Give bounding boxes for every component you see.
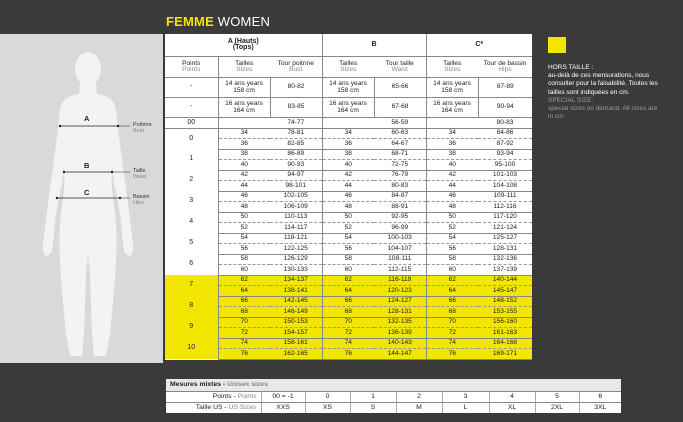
table-cell: 148-152 bbox=[478, 296, 532, 307]
size-table-body bbox=[165, 78, 532, 360]
table-cell: 4 bbox=[165, 212, 218, 233]
table-cell: 5 bbox=[165, 233, 218, 254]
table-cell: 52 bbox=[322, 223, 374, 234]
table-cell: 40 bbox=[322, 160, 374, 171]
table-cell: 58 bbox=[218, 254, 270, 265]
table-cell: 36 bbox=[218, 139, 270, 150]
unisex-point-cell: 0 bbox=[305, 392, 350, 403]
table-cell: 6 bbox=[165, 254, 218, 275]
unisex-title: Mesures mixtes - Unisex sizes bbox=[166, 379, 621, 392]
unisex-point-cell: 00 = -1 bbox=[261, 392, 305, 403]
table-row bbox=[165, 223, 532, 234]
table-cell: 128-131 bbox=[478, 244, 532, 255]
unisex-points-row: Points - Points 00 = -1 0 1 2 3 4 5 6 bbox=[166, 392, 621, 403]
table-cell: 64 bbox=[218, 286, 270, 297]
unisex-size-cell: XS bbox=[305, 403, 350, 414]
table-row bbox=[165, 139, 532, 150]
table-cell: 68 bbox=[426, 307, 478, 318]
title-en: WOMEN bbox=[217, 14, 271, 29]
table-cell: 40 bbox=[426, 160, 478, 171]
table-cell: 44 bbox=[322, 181, 374, 192]
table-cell: 58 bbox=[322, 254, 374, 265]
table-cell bbox=[426, 118, 478, 129]
table-cell: 50 bbox=[322, 212, 374, 223]
unisex-point-cell: 3 bbox=[442, 392, 489, 403]
table-cell: 1 bbox=[165, 149, 218, 170]
table-cell: 80-83 bbox=[374, 181, 426, 192]
unisex-size-cell: XXS bbox=[261, 403, 305, 414]
table-cell: 34 bbox=[322, 128, 374, 139]
table-cell bbox=[218, 118, 270, 129]
unisex-sizes-row: Taille US - US Sizes XXS XS S M L XL 2XL 3XL bbox=[166, 403, 621, 414]
hips-side-label: Bassin Hips bbox=[133, 194, 150, 206]
waist-side-label: Taille Waist bbox=[133, 168, 147, 180]
table-cell: 80-82 bbox=[270, 78, 322, 98]
table-cell: 117-120 bbox=[478, 212, 532, 223]
table-row bbox=[165, 98, 532, 118]
table-cell: 124-127 bbox=[374, 296, 426, 307]
table-cell: 120-123 bbox=[374, 286, 426, 297]
table-cell: 36 bbox=[322, 139, 374, 150]
table-cell: 56 bbox=[426, 244, 478, 255]
table-cell: 150-153 bbox=[270, 317, 322, 328]
table-cell: 76-79 bbox=[374, 170, 426, 181]
subheader-cell: Tour taille Waist bbox=[374, 57, 426, 78]
table-row bbox=[165, 286, 532, 297]
unisex-size-cell: M bbox=[396, 403, 442, 414]
table-cell: 153-155 bbox=[478, 307, 532, 318]
table-row bbox=[165, 118, 532, 129]
table-cell: 48 bbox=[218, 202, 270, 213]
table-cell: 50 bbox=[426, 212, 478, 223]
table-cell: 8 bbox=[165, 296, 218, 317]
table-cell: 34 bbox=[426, 128, 478, 139]
table-cell: 56-59 bbox=[374, 118, 426, 129]
unisex-size-cell: 2XL bbox=[535, 403, 579, 414]
table-cell: 102-105 bbox=[270, 191, 322, 202]
table-cell: 54 bbox=[218, 233, 270, 244]
table-cell: 138-141 bbox=[270, 286, 322, 297]
table-cell: 80-83 bbox=[478, 118, 532, 129]
table-cell: 104-108 bbox=[478, 181, 532, 192]
table-cell: 108-111 bbox=[374, 254, 426, 265]
table-cell: 146-149 bbox=[270, 307, 322, 318]
table-cell: 125-127 bbox=[478, 233, 532, 244]
unisex-size-cell: 3XL bbox=[594, 404, 607, 411]
table-cell: 100-103 bbox=[374, 233, 426, 244]
table-cell: 16 ans years 164 cm bbox=[322, 98, 374, 118]
table-cell: 64 bbox=[426, 286, 478, 297]
table-cell: 60 bbox=[426, 265, 478, 276]
table-cell: 140-144 bbox=[478, 275, 532, 286]
table-row bbox=[165, 181, 532, 192]
table-cell: 158-161 bbox=[270, 338, 322, 349]
table-row bbox=[165, 254, 532, 265]
table-cell bbox=[322, 118, 374, 129]
mark-a: A bbox=[84, 114, 90, 123]
table-cell: 112-115 bbox=[374, 265, 426, 276]
table-cell: 87-92 bbox=[478, 139, 532, 150]
table-row bbox=[165, 307, 532, 318]
table-row bbox=[165, 349, 532, 360]
table-row bbox=[165, 296, 532, 307]
table-cell: 72-75 bbox=[374, 160, 426, 171]
table-cell: 70 bbox=[426, 317, 478, 328]
table-cell: 74 bbox=[218, 338, 270, 349]
mark-b: B bbox=[84, 161, 90, 170]
table-cell: 121-124 bbox=[478, 223, 532, 234]
table-row bbox=[165, 317, 532, 328]
table-cell: 94-97 bbox=[270, 170, 322, 181]
page-title bbox=[166, 14, 270, 29]
table-cell: 68 bbox=[218, 307, 270, 318]
highlight-legend-swatch bbox=[548, 37, 566, 53]
table-cell: 16 ans years 164 cm bbox=[218, 98, 270, 118]
table-cell: 67-68 bbox=[374, 98, 426, 118]
table-cell: 38 bbox=[426, 149, 478, 160]
table-cell: 14 ans years 158 cm bbox=[426, 78, 478, 98]
table-cell: 38 bbox=[322, 149, 374, 160]
table-cell: 56 bbox=[218, 244, 270, 255]
unisex-size-cell: XL bbox=[489, 403, 535, 414]
table-cell: 60-63 bbox=[374, 128, 426, 139]
table-cell: 0 bbox=[165, 128, 218, 149]
table-cell: 130-133 bbox=[270, 265, 322, 276]
table-row bbox=[165, 78, 532, 98]
table-cell: 54 bbox=[426, 233, 478, 244]
table-row bbox=[165, 233, 532, 244]
title-fr: FEMME bbox=[166, 14, 214, 29]
table-cell: - bbox=[165, 98, 218, 118]
unisex-size-cell: L bbox=[442, 403, 489, 414]
table-cell: 66 bbox=[426, 296, 478, 307]
table-cell: 44 bbox=[218, 181, 270, 192]
table-row bbox=[165, 244, 532, 255]
table-cell: 10 bbox=[165, 338, 218, 359]
table-cell: 140-143 bbox=[374, 338, 426, 349]
table-cell: 78-81 bbox=[270, 128, 322, 139]
table-cell: 70 bbox=[322, 317, 374, 328]
table-cell: 110-113 bbox=[270, 212, 322, 223]
table-cell: 128-131 bbox=[374, 307, 426, 318]
table-cell: 96-99 bbox=[374, 223, 426, 234]
table-cell: 68-71 bbox=[374, 149, 426, 160]
table-cell: 68 bbox=[322, 307, 374, 318]
bust-side-label: Poitrine Bust bbox=[133, 122, 152, 134]
table-cell: 74 bbox=[426, 338, 478, 349]
table-cell: 2 bbox=[165, 170, 218, 191]
table-cell: 134-137 bbox=[270, 275, 322, 286]
table-cell: 52 bbox=[218, 223, 270, 234]
table-cell: 90-93 bbox=[270, 160, 322, 171]
table-cell: 83-85 bbox=[270, 98, 322, 118]
table-cell: 86-89 bbox=[270, 149, 322, 160]
table-cell: 38 bbox=[218, 149, 270, 160]
table-cell: 64 bbox=[322, 286, 374, 297]
table-cell: 87-89 bbox=[478, 78, 532, 98]
table-cell: 14 ans years 158 cm bbox=[322, 78, 374, 98]
table-cell: 164-168 bbox=[478, 338, 532, 349]
group-header-c: C* bbox=[426, 34, 532, 57]
table-cell: 74-77 bbox=[270, 118, 322, 129]
table-cell: 72 bbox=[426, 328, 478, 339]
table-cell: 156-160 bbox=[478, 317, 532, 328]
table-cell: 161-163 bbox=[478, 328, 532, 339]
table-cell: 64-67 bbox=[374, 139, 426, 150]
table-cell: 46 bbox=[218, 191, 270, 202]
unisex-size-cell: S bbox=[350, 403, 396, 414]
table-row bbox=[165, 202, 532, 213]
size-table bbox=[165, 34, 532, 360]
table-cell: 16 ans years 164 cm bbox=[426, 98, 478, 118]
table-cell: 42 bbox=[218, 170, 270, 181]
table-cell: 44 bbox=[426, 181, 478, 192]
table-cell: 62 bbox=[218, 275, 270, 286]
table-cell: 116-119 bbox=[374, 275, 426, 286]
table-cell: - bbox=[165, 78, 218, 98]
unisex-point-cell: 4 bbox=[489, 392, 535, 403]
table-cell: 42 bbox=[322, 170, 374, 181]
table-cell: 62 bbox=[322, 275, 374, 286]
special-size-note: HORS TAILLE : au-delà de ces mensurations, nous consulter pour la faisabilité. Toutes les tailles sont indiquées en cm. SPECIAL SIZE: special sizes on demand. All sizes are in cm. bbox=[548, 64, 658, 121]
subheader-cell: Tailles Sizes bbox=[322, 57, 374, 78]
table-cell: 56 bbox=[322, 244, 374, 255]
table-cell: 114-117 bbox=[270, 223, 322, 234]
subheader-cell: Tour de bassin Hips bbox=[478, 57, 532, 78]
table-cell: 104-107 bbox=[374, 244, 426, 255]
table-cell: 76 bbox=[426, 349, 478, 360]
table-cell: 88-91 bbox=[374, 202, 426, 213]
subheader-cell: Tour poitrine Bust bbox=[270, 57, 322, 78]
table-cell: 169-171 bbox=[478, 349, 532, 360]
table-cell: 82-85 bbox=[270, 139, 322, 150]
table-cell: 137-139 bbox=[478, 265, 532, 276]
table-cell: 60 bbox=[322, 265, 374, 276]
table-cell: 76 bbox=[218, 349, 270, 360]
table-cell: 92-95 bbox=[374, 212, 426, 223]
table-cell: 132-136 bbox=[478, 254, 532, 265]
unisex-size-table bbox=[166, 379, 621, 413]
unisex-point-cell: 2 bbox=[396, 392, 442, 403]
table-row bbox=[165, 265, 532, 276]
table-cell: 62 bbox=[426, 275, 478, 286]
table-cell: 154-157 bbox=[270, 328, 322, 339]
table-cell: 74 bbox=[322, 338, 374, 349]
table-cell: 70 bbox=[218, 317, 270, 328]
table-cell: 101-103 bbox=[478, 170, 532, 181]
unisex-point-cell: 5 bbox=[535, 392, 579, 403]
table-cell: 50 bbox=[218, 212, 270, 223]
table-cell: 106-109 bbox=[270, 202, 322, 213]
table-cell: 46 bbox=[322, 191, 374, 202]
body-figure-panel bbox=[0, 34, 163, 363]
table-cell: 136-139 bbox=[374, 328, 426, 339]
table-row bbox=[165, 128, 532, 139]
table-cell: 98-101 bbox=[270, 181, 322, 192]
table-row bbox=[165, 160, 532, 171]
table-cell: 46 bbox=[426, 191, 478, 202]
table-cell: 93-94 bbox=[478, 149, 532, 160]
table-cell: 36 bbox=[426, 139, 478, 150]
table-cell: 126-129 bbox=[270, 254, 322, 265]
table-cell: 54 bbox=[322, 233, 374, 244]
table-cell: 122-125 bbox=[270, 244, 322, 255]
unisex-point-cell: 1 bbox=[350, 392, 396, 403]
table-cell: 112-116 bbox=[478, 202, 532, 213]
table-cell: 144-147 bbox=[374, 349, 426, 360]
table-cell: 34 bbox=[218, 128, 270, 139]
table-cell: 72 bbox=[322, 328, 374, 339]
table-cell: 84-87 bbox=[374, 191, 426, 202]
table-cell: 00 bbox=[165, 118, 218, 129]
table-cell: 58 bbox=[426, 254, 478, 265]
table-cell: 162-165 bbox=[270, 349, 322, 360]
subheader-cell: Tailles Sizes bbox=[218, 57, 270, 78]
table-cell: 42 bbox=[426, 170, 478, 181]
table-row bbox=[165, 149, 532, 160]
table-cell: 7 bbox=[165, 275, 218, 296]
table-cell: 84-86 bbox=[478, 128, 532, 139]
table-row bbox=[165, 212, 532, 223]
table-row bbox=[165, 170, 532, 181]
subheader-row bbox=[165, 57, 532, 78]
table-row bbox=[165, 338, 532, 349]
table-row bbox=[165, 191, 532, 202]
table-cell: 90-94 bbox=[478, 98, 532, 118]
table-cell: 14 ans years 158 cm bbox=[218, 78, 270, 98]
table-cell: 40 bbox=[218, 160, 270, 171]
subheader-cell: Tailles Sizes bbox=[426, 57, 478, 78]
table-cell: 66 bbox=[322, 296, 374, 307]
table-cell: 3 bbox=[165, 191, 218, 212]
mark-c: C bbox=[84, 188, 90, 197]
table-cell: 72 bbox=[218, 328, 270, 339]
table-cell: 66 bbox=[218, 296, 270, 307]
table-cell: 95-100 bbox=[478, 160, 532, 171]
table-cell: 145-147 bbox=[478, 286, 532, 297]
unisex-point-cell: 6 bbox=[579, 392, 621, 403]
group-header-a: A (Hauts) (Tops) bbox=[165, 34, 322, 57]
subheader-cell: Points Points bbox=[165, 57, 218, 78]
table-cell: 109-111 bbox=[478, 191, 532, 202]
table-cell: 118-121 bbox=[270, 233, 322, 244]
table-row bbox=[165, 275, 532, 286]
table-cell: 48 bbox=[322, 202, 374, 213]
group-header-b: B bbox=[322, 34, 426, 57]
table-cell: 60 bbox=[218, 265, 270, 276]
table-cell: 65-66 bbox=[374, 78, 426, 98]
table-cell: 132-135 bbox=[374, 317, 426, 328]
table-row bbox=[165, 328, 532, 339]
table-cell: 142-145 bbox=[270, 296, 322, 307]
table-cell: 76 bbox=[322, 349, 374, 360]
table-cell: 9 bbox=[165, 317, 218, 338]
table-cell: 48 bbox=[426, 202, 478, 213]
table-cell: 52 bbox=[426, 223, 478, 234]
